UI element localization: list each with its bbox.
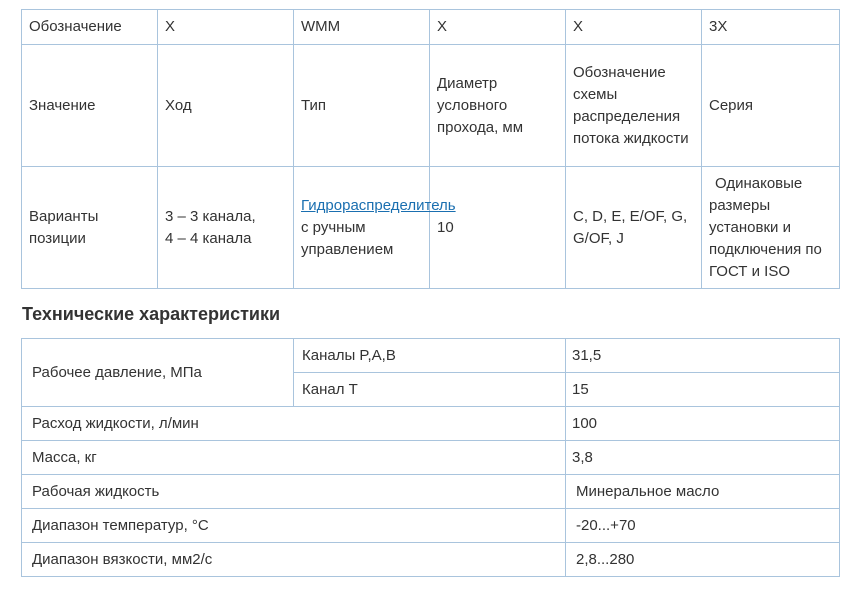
sub-label: Канал T [294, 373, 566, 407]
table-row [22, 475, 840, 509]
table-cell: Диаметр условного прохода, мм [430, 45, 566, 167]
designation-table [21, 9, 840, 289]
stroke-variants: 3 – 3 канала, 4 – 4 канала [158, 167, 294, 289]
table-row [22, 441, 840, 475]
table-row [22, 45, 840, 167]
table-row [22, 543, 840, 577]
type-rest: с ручным управлением [301, 218, 394, 258]
spec-value: Минеральное масло [566, 475, 840, 509]
spec-value: 31,5 [566, 339, 840, 373]
specs-table [21, 338, 840, 577]
valve-link[interactable]: Гидрораспределитель [301, 196, 456, 214]
section-title: Технические характеристики [22, 304, 281, 324]
diameter-value: 10 [430, 167, 566, 289]
table-cell: X [158, 10, 294, 45]
series-note: Одинаковые размеры установки и подключения по ГОСТ и ISO [702, 167, 840, 289]
spec-label: Рабочая жидкость [22, 475, 566, 509]
table-cell: 3X [702, 10, 840, 45]
table-row [22, 167, 840, 289]
table-cell: WMM [294, 10, 430, 45]
table-row [22, 509, 840, 543]
table-row [22, 407, 840, 441]
spec-label: Диапазон вязкости, мм2/с [22, 543, 566, 577]
table-cell: X [430, 10, 566, 45]
table-cell: Ход [158, 45, 294, 167]
table-row [22, 339, 840, 373]
table-cell: Серия [702, 45, 840, 167]
spec-value: 100 [566, 407, 840, 441]
spec-label: Диапазон температур, °С [22, 509, 566, 543]
sub-label: Каналы P,A,B [294, 339, 566, 373]
table-cell: X [566, 10, 702, 45]
spec-label: Расход жидкости, л/мин [22, 407, 566, 441]
scheme-values: C, D, E, E/OF, G, G/OF, J [566, 167, 702, 289]
spec-value: 15 [566, 373, 840, 407]
spec-value: 2,8...280 [566, 543, 840, 577]
table-row [22, 10, 840, 45]
pressure-label: Рабочее давление, МПа [22, 339, 294, 407]
spec-value: -20...+70 [566, 509, 840, 543]
table-cell: Тип [294, 45, 430, 167]
row-header: Обозначение [22, 10, 158, 45]
row-header: Значение [22, 45, 158, 167]
spec-label: Масса, кг [22, 441, 566, 475]
table-cell: Обозначение схемы распределения потока жидкости [566, 45, 702, 167]
spec-value: 3,8 [566, 441, 840, 475]
row-header: Варианты позиции [22, 167, 158, 289]
